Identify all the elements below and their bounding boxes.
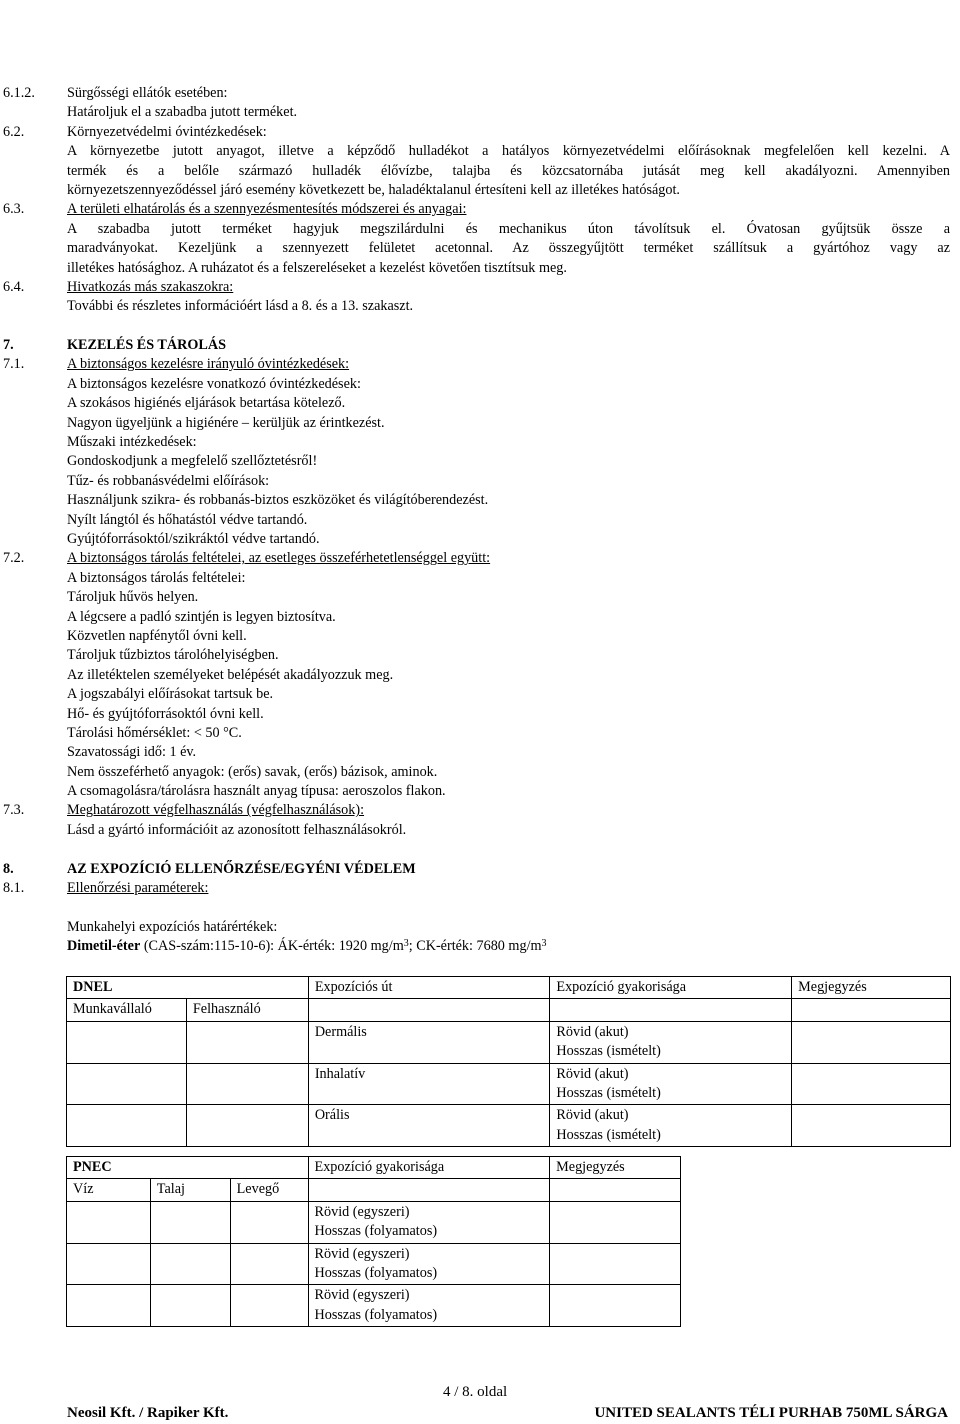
text-line: illetékes hatósághoz. A ruházatot és a felszereléseket a kezelést követően tisztítsuk meg. bbox=[67, 259, 567, 276]
section-number: 7.1. bbox=[3, 356, 25, 373]
text-line: Gyújtóforrásoktól/szikráktól védve tartandó. bbox=[67, 530, 320, 547]
exposure-limits-title: Munkahelyi expozíciós határértékek: bbox=[67, 918, 278, 935]
substance-name: Dimetil-éter bbox=[67, 938, 141, 955]
section-title: Sürgősségi ellátók esetében: bbox=[67, 85, 228, 101]
table-row: Inhalatív Rövid (akut) Hosszas (ismételt) bbox=[67, 1063, 951, 1105]
text-line: környezetszennyeződéssel járó esemény következett be, haladéktalanul értesíteni kell az illetékes hatóságot. bbox=[67, 181, 680, 198]
dnel-sub-worker: Munkavállaló bbox=[67, 999, 187, 1021]
table-row: Rövid (egyszeri) Hosszas (folyamatos) bbox=[67, 1243, 681, 1285]
section-title: Környezetvédelmi óvintézkedések: bbox=[67, 123, 267, 140]
pnec-col-note: Megjegyzés bbox=[550, 1157, 681, 1179]
dnel-col-route: Expozíciós út bbox=[308, 977, 550, 999]
text-line: További és részletes információért lásd a 8. és a 13. szakaszt. bbox=[67, 298, 414, 315]
text-line: A szabadba jutott terméket hagyjuk megszilárdulni és mechanikus úton távolítsuk el. Óvatosan gyűjtsük össze a bbox=[67, 220, 950, 237]
text-line: A környezetbe jutott anyagot, illetve a képződő hulladékot a hatályos környezetvédelmi előírásoknak megfelelően kell kezelni. A bbox=[67, 143, 950, 160]
text-line: A légcsere a padló szintjén is legyen biztosítva. bbox=[67, 608, 336, 625]
pnec-sub-soil: Talaj bbox=[150, 1179, 230, 1201]
page-header bbox=[0, 0, 960, 58]
company-name: Neosil Kft. / Rapiker Kft. bbox=[67, 1405, 229, 1421]
text-line: A biztonságos kezelésre vonatkozó óvintézkedések: bbox=[67, 375, 361, 392]
text-line: Tároljuk tűzbiztos tárolóhelyiségben. bbox=[67, 647, 279, 664]
section-8-heading bbox=[0, 860, 960, 879]
section-number: 7.2. bbox=[3, 550, 25, 567]
section-title: A biztonságos tárolás feltételei, az esetleges összeférhetetlenséggel együtt: bbox=[67, 550, 491, 567]
section-number: 6.2. bbox=[3, 123, 25, 140]
text-line: Műszaki intézkedések: bbox=[67, 434, 197, 451]
text-line: Lásd a gyártó információit az azonosított felhasználásokról. bbox=[67, 821, 407, 838]
text-line: A biztonságos tárolás feltételei: bbox=[67, 569, 246, 586]
section-6-1-2-heading bbox=[0, 84, 960, 103]
text-line: Az illetéktelen személyeket belépését akadályozzuk meg. bbox=[67, 666, 394, 683]
section-6-2-heading bbox=[0, 123, 960, 142]
product-name: UNITED SEALANTS TÉLI PURHAB 750ML SÁRGA bbox=[594, 1405, 948, 1421]
section-title: Meghatározott végfelhasználás (végfelhasználások): bbox=[67, 802, 365, 819]
text-line: Határoljuk el a szabadba jutott terméket. bbox=[67, 104, 298, 121]
section-number: 7. bbox=[3, 337, 14, 354]
section-7-1-heading bbox=[0, 355, 960, 374]
exposure-limits-line: Dimetil-éter (CAS-szám:115-10-6): ÁK-érték: 1920 $mg/m^3$; CK-érték: 7680 $mg/m^3$ bbox=[67, 938, 547, 955]
revision-date: Felülvizsgálat időpontja: - bbox=[8, 20, 187, 37]
section-number: 7.3. bbox=[3, 802, 25, 819]
text-line: Nem összeférhető anyagok: (erős) savak, (erős) bázisok, aminok. bbox=[67, 763, 438, 780]
text-line: Közvetlen napfénytől óvni kell. bbox=[67, 627, 247, 644]
dnel-sub-user: Felhasználó bbox=[186, 999, 308, 1021]
text-line: Nyílt lángtól és hőhatástól védve tartandó. bbox=[67, 511, 308, 528]
created-date: Elkészítés időpontja: 2012. 11. 21. bbox=[8, 1, 238, 18]
pnec-table bbox=[66, 1156, 681, 1327]
section-title: Hivatkozás más szakaszokra: bbox=[67, 278, 234, 295]
dnel-col-freq: Expozíció gyakorisága bbox=[550, 977, 792, 999]
section-7-2-heading bbox=[0, 549, 960, 568]
pnec-sub-water: Víz bbox=[67, 1179, 151, 1201]
dnel-title: DNEL bbox=[67, 977, 309, 999]
text-line: Nagyon ügyeljünk a higiénére – kerüljük az érintkezést. bbox=[67, 414, 385, 431]
section-title: A területi elhatárolás és a szennyezésmentesítés módszerei és anyagai: bbox=[67, 201, 467, 218]
section-title: Ellenőrzési paraméterek: bbox=[67, 880, 209, 897]
pnec-col-freq: Expozíció gyakorisága bbox=[308, 1157, 550, 1179]
text-line: A csomagolásra/tárolásra használt anyag típusa: aeroszolos flakon. bbox=[67, 783, 446, 800]
section-title: AZ EXPOZÍCIÓ ELLENŐRZÉSE/EGYÉNI VÉDELEM bbox=[67, 860, 416, 877]
section-title: KEZELÉS ÉS TÁROLÁS bbox=[67, 337, 227, 354]
text-line: Tárolási hőmérséklet: < 50 °C. bbox=[67, 724, 242, 741]
text-line: A szokásos higiénés eljárások betartása kötelező. bbox=[67, 395, 346, 412]
pnec-sub-air: Levegő bbox=[230, 1179, 308, 1201]
section-7-heading bbox=[0, 336, 960, 355]
section-number: 6.3. bbox=[3, 201, 25, 218]
table-row: Dermális Rövid (akut) Hosszas (ismételt) bbox=[67, 1021, 951, 1063]
section-number: 6.4. bbox=[3, 278, 25, 295]
page-number: 4 / 8. oldal bbox=[443, 1384, 508, 1400]
page-footer bbox=[0, 1384, 960, 1424]
table-row: Rövid (egyszeri) Hosszas (folyamatos) bbox=[67, 1201, 681, 1243]
text-line: Tűz- és robbanásvédelmi előírások: bbox=[67, 472, 270, 489]
section-8-1-heading bbox=[0, 879, 960, 898]
text-line: termék és a belőle származó hulladék élővízbe, talajba és közcsatornába jutását meg kell akadályozni. Amennyiben bbox=[67, 162, 950, 179]
text-line: maradványokat. Kezeljünk a szennyezett felületet acetonnal. Az összegyűjtött terméket szállítsuk a gyártóhoz vagy az bbox=[67, 240, 950, 257]
table-row: Orális Rövid (akut) Hosszas (ismételt) bbox=[67, 1105, 951, 1147]
version-number: Verziószám: 1 bbox=[8, 39, 104, 56]
text-line: A jogszabályi előírásokat tartsuk be. bbox=[67, 686, 274, 703]
text-line: Szavatossági idő: 1 év. bbox=[67, 744, 197, 761]
section-number: 6.1.2. bbox=[3, 85, 35, 101]
text-line: Gondoskodjunk a megfelelő szellőztetésről! bbox=[67, 453, 318, 470]
table-row: Rövid (egyszeri) Hosszas (folyamatos) bbox=[67, 1285, 681, 1327]
pnec-title: PNEC bbox=[67, 1157, 309, 1179]
section-7-3-heading bbox=[0, 801, 960, 820]
section-6-4-heading bbox=[0, 278, 960, 297]
section-title: A biztonságos kezelésre irányuló óvintézkedések: bbox=[67, 356, 350, 373]
section-number: 8.1. bbox=[3, 880, 25, 897]
dnel-table bbox=[66, 976, 951, 1147]
section-6-3-heading bbox=[0, 200, 960, 219]
section-number: 8. bbox=[3, 860, 14, 877]
text-line: Hő- és gyújtóforrásoktól óvni kell. bbox=[67, 705, 264, 722]
dnel-col-note: Megjegyzés bbox=[792, 977, 951, 999]
text-line: Tároljuk hűvös helyen. bbox=[67, 589, 199, 606]
document-body bbox=[0, 84, 960, 957]
text-line: Használjunk szikra- és robbanás-biztos eszközöket és világítóberendezést. bbox=[67, 492, 489, 509]
website-link[interactable]: http://www.biztonsagiadatlap.hu bbox=[753, 19, 948, 35]
